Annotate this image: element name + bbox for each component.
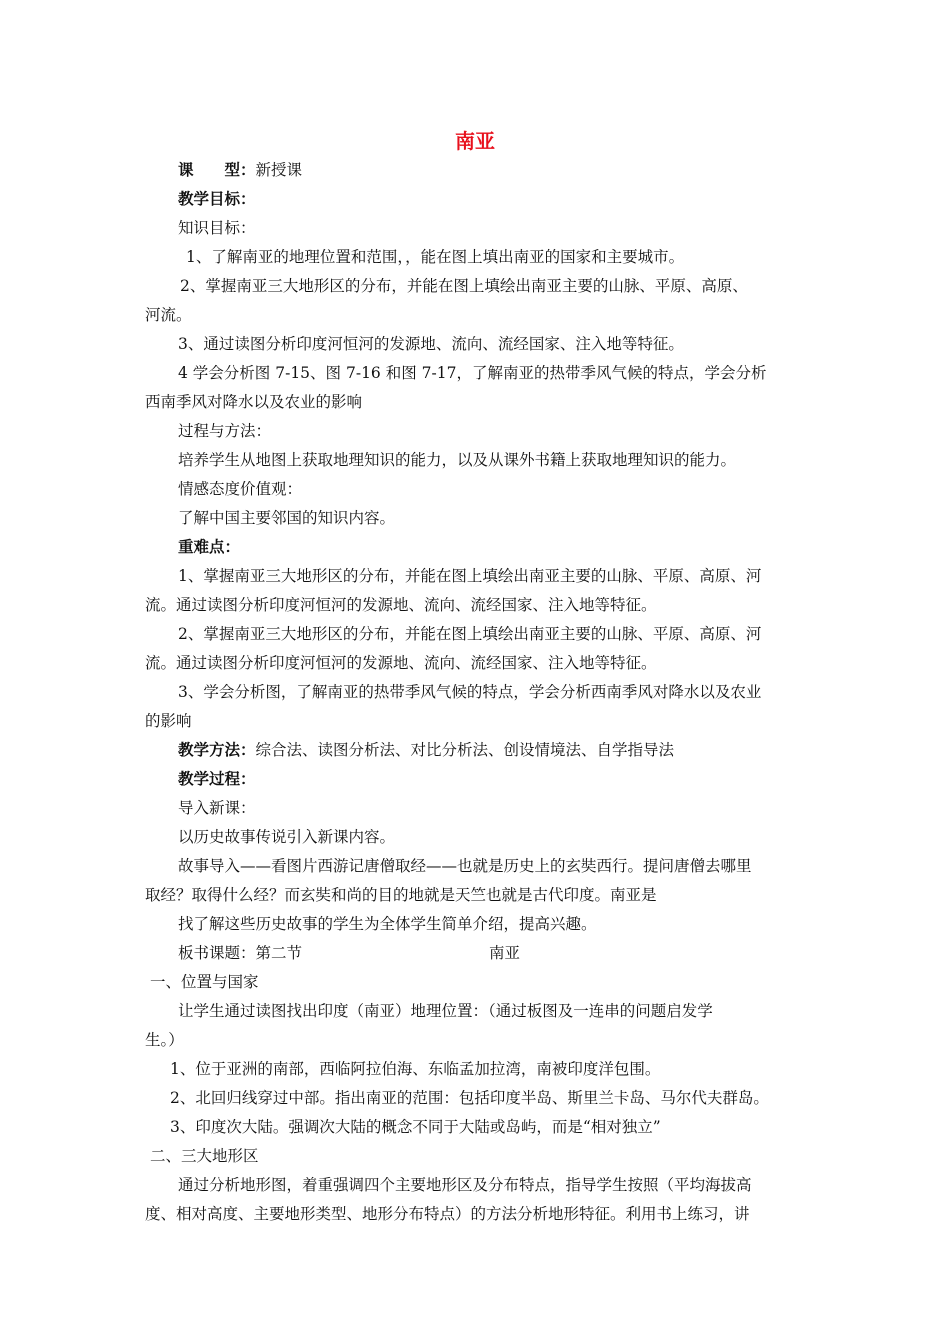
- knowledge-heading: 知识目标：: [178, 219, 256, 237]
- course-type-label: 课 型：: [178, 161, 256, 179]
- key-point-2-line2: 流。通过读图分析印度河恒河的发源地、流向、流经国家、注入地等特征。: [145, 654, 657, 672]
- teaching-method-text: 综合法、读图分析法、对比分析法、创设情境法、自学指导法: [255, 741, 675, 759]
- board-title: 南亚: [489, 944, 521, 962]
- key-point-2-line1: 2、掌握南亚三大地形区的分布，并能在图上填绘出南亚主要的山脉、平原、高原、河: [178, 625, 762, 643]
- section-2-line2: 度、相对高度、主要地形类型、地形分布特点）的方法分析地形特征。利用书上练习，讲: [145, 1205, 750, 1223]
- story-line2: 取经？取得什么经？而玄奘和尚的目的地就是天竺也就是古代印度。南亚是: [145, 886, 657, 904]
- knowledge-item-4-line1: 4 学会分析图 7-15、图 7-16 和图 7-17，了解南亚的热带季风气候的特点，学会分析: [178, 364, 767, 382]
- intro-heading: 导入新课：: [178, 799, 256, 817]
- knowledge-item-3: 3、通过读图分析印度河恒河的发源地、流向、流经国家、注入地等特征。: [178, 335, 684, 353]
- intro-text: 以历史故事传说引入新课内容。: [178, 828, 396, 846]
- board-title-line: [178, 943, 848, 963]
- knowledge-item-2-line1: 2、掌握南亚三大地形区的分布，并能在图上填绘出南亚主要的山脉、平原、高原、: [180, 277, 748, 295]
- course-type-value: 新授课: [255, 161, 303, 179]
- story-line1: 故事导入——看图片西游记唐僧取经——也就是历史上的玄奘西行。提问唐僧去哪里: [178, 857, 752, 875]
- process-heading: 过程与方法：: [178, 422, 272, 440]
- knowledge-item-4-line2: 西南季风对降水以及农业的影响: [145, 393, 363, 411]
- section-2-heading: 二、三大地形区: [150, 1147, 259, 1165]
- teaching-method-line: [178, 740, 848, 760]
- section-2-line1: 通过分析地形图，着重强调四个主要地形区及分布特点，指导学生按照（平均海拔高: [178, 1176, 752, 1194]
- page-title: 南亚: [455, 129, 495, 153]
- key-point-3-line2: 的影响: [145, 712, 192, 730]
- key-points-heading: 重难点：: [178, 538, 241, 556]
- board-label: 板书课题：第二节: [178, 944, 303, 962]
- section-1-point-2: 2、北回归线穿过中部。指出南亚的范围：包括印度半岛、斯里兰卡岛、马尔代夫群岛。: [170, 1089, 769, 1107]
- emotion-text: 了解中国主要邻国的知识内容。: [178, 509, 396, 527]
- section-1-intro-line2: 生。）: [145, 1031, 184, 1049]
- key-point-1-line2: 流。通过读图分析印度河恒河的发源地、流向、流经国家、注入地等特征。: [145, 596, 657, 614]
- objectives-heading: 教学目标：: [178, 190, 256, 208]
- procedure-heading: 教学过程：: [178, 770, 256, 788]
- course-type-line: [178, 160, 848, 180]
- section-1-point-1: 1、位于亚洲的南部，西临阿拉伯海、东临孟加拉湾，南被印度洋包围。: [170, 1060, 661, 1078]
- section-1-intro-line1: 让学生通过读图找出印度（南亚）地理位置：（通过板图及一连串的问题启发学: [178, 1002, 713, 1020]
- section-1-heading: 一、位置与国家: [150, 973, 259, 991]
- emotion-heading: 情感态度价值观：: [178, 480, 303, 498]
- story-line3: 找了解这些历史故事的学生为全体学生简单介绍，提高兴趣。: [178, 915, 597, 933]
- teaching-method-label: 教学方法：: [178, 741, 256, 759]
- knowledge-item-1: 1、了解南亚的地理位置和范围，，能在图上填出南亚的国家和主要城市。: [186, 248, 685, 266]
- key-point-1-line1: 1、掌握南亚三大地形区的分布，并能在图上填绘出南亚主要的山脉、平原、高原、河: [178, 567, 762, 585]
- section-1-point-3: 3、印度次大陆。强调次大陆的概念不同于大陆或岛屿，而是“相对独立”: [170, 1118, 661, 1136]
- process-text: 培养学生从地图上获取地理知识的能力，以及从课外书籍上获取地理知识的能力。: [178, 451, 737, 469]
- key-point-3-line1: 3、学会分析图，了解南亚的热带季风气候的特点，学会分析西南季风对降水以及农业: [178, 683, 762, 701]
- knowledge-item-2-line2: 河流。: [145, 306, 192, 324]
